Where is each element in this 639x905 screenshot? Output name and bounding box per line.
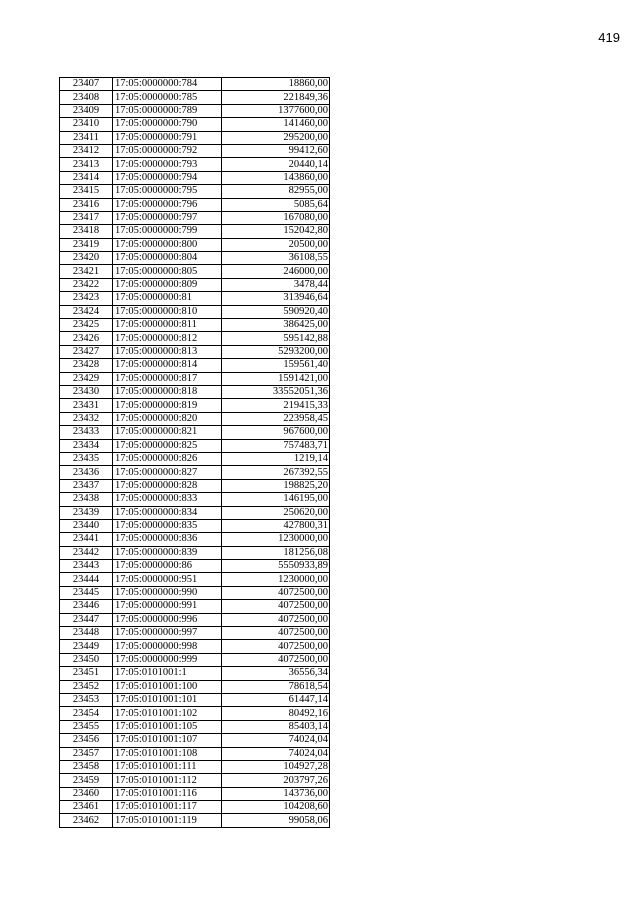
row-code-cell: 17:05:0000000:819: [113, 399, 222, 412]
row-id-cell: 23419: [60, 238, 113, 251]
table-row: [60, 693, 330, 706]
row-id-cell: 23462: [60, 814, 113, 827]
table-row: [60, 707, 330, 720]
row-code-cell: 17:05:0000000:795: [113, 185, 222, 198]
row-id-cell: 23444: [60, 573, 113, 586]
row-code-cell: 17:05:0000000:821: [113, 426, 222, 439]
table-row: [60, 519, 330, 532]
table-row: [60, 211, 330, 224]
row-id-cell: 23421: [60, 265, 113, 278]
row-value-cell: 223958,45: [222, 412, 330, 425]
row-id-cell: 23445: [60, 586, 113, 599]
row-value-cell: 267392,55: [222, 466, 330, 479]
row-value-cell: 85403,14: [222, 720, 330, 733]
table-row: [60, 439, 330, 452]
row-code-cell: 17:05:0101001:111: [113, 760, 222, 773]
row-code-cell: 17:05:0000000:793: [113, 158, 222, 171]
row-code-cell: 17:05:0000000:790: [113, 118, 222, 131]
row-id-cell: 23422: [60, 278, 113, 291]
row-id-cell: 23449: [60, 640, 113, 653]
row-value-cell: 80492,16: [222, 707, 330, 720]
row-id-cell: 23415: [60, 185, 113, 198]
row-code-cell: 17:05:0000000:809: [113, 278, 222, 291]
table-row: [60, 158, 330, 171]
row-id-cell: 23429: [60, 372, 113, 385]
row-code-cell: 17:05:0000000:820: [113, 412, 222, 425]
row-value-cell: 82955,00: [222, 185, 330, 198]
row-code-cell: 17:05:0000000:825: [113, 439, 222, 452]
table-row: [60, 506, 330, 519]
row-value-cell: 757483,71: [222, 439, 330, 452]
row-code-cell: 17:05:0000000:81: [113, 292, 222, 305]
row-id-cell: 23411: [60, 131, 113, 144]
row-id-cell: 23452: [60, 680, 113, 693]
row-code-cell: 17:05:0000000:785: [113, 91, 222, 104]
row-value-cell: 20500,00: [222, 238, 330, 251]
row-code-cell: 17:05:0000000:998: [113, 640, 222, 653]
table-row: [60, 560, 330, 573]
table-row: [60, 305, 330, 318]
row-value-cell: 20440,14: [222, 158, 330, 171]
row-id-cell: 23418: [60, 225, 113, 238]
row-value-cell: 61447,14: [222, 693, 330, 706]
table-row: [60, 600, 330, 613]
row-value-cell: 74024,04: [222, 734, 330, 747]
row-code-cell: 17:05:0000000:799: [113, 225, 222, 238]
table-row: [60, 78, 330, 91]
row-value-cell: 1377600,00: [222, 104, 330, 117]
row-value-cell: 99058,06: [222, 814, 330, 827]
row-id-cell: 23427: [60, 345, 113, 358]
row-value-cell: 36556,34: [222, 667, 330, 680]
table-row: [60, 466, 330, 479]
row-code-cell: 17:05:0000000:805: [113, 265, 222, 278]
row-code-cell: 17:05:0000000:800: [113, 238, 222, 251]
table-row: [60, 452, 330, 465]
table-row: [60, 372, 330, 385]
row-code-cell: 17:05:0000000:827: [113, 466, 222, 479]
row-id-cell: 23459: [60, 774, 113, 787]
row-id-cell: 23432: [60, 412, 113, 425]
table-body: [60, 78, 330, 828]
table-row: [60, 332, 330, 345]
row-value-cell: 159561,40: [222, 359, 330, 372]
table-row: [60, 493, 330, 506]
table-row: [60, 319, 330, 332]
table-row: [60, 734, 330, 747]
row-value-cell: 250620,00: [222, 506, 330, 519]
row-code-cell: 17:05:0000000:826: [113, 452, 222, 465]
row-code-cell: 17:05:0101001:101: [113, 693, 222, 706]
row-value-cell: 219415,33: [222, 399, 330, 412]
row-value-cell: 4072500,00: [222, 600, 330, 613]
row-code-cell: 17:05:0000000:796: [113, 198, 222, 211]
table-row: [60, 426, 330, 439]
row-value-cell: 104927,28: [222, 760, 330, 773]
row-code-cell: 17:05:0000000:839: [113, 546, 222, 559]
row-code-cell: 17:05:0000000:804: [113, 252, 222, 265]
row-code-cell: 17:05:0101001:105: [113, 720, 222, 733]
table-row: [60, 814, 330, 827]
row-value-cell: 1219,14: [222, 452, 330, 465]
row-id-cell: 23461: [60, 801, 113, 814]
row-value-cell: 167080,00: [222, 211, 330, 224]
row-id-cell: 23416: [60, 198, 113, 211]
table-row: [60, 345, 330, 358]
table-row: [60, 774, 330, 787]
row-value-cell: 3478,44: [222, 278, 330, 291]
table-row: [60, 653, 330, 666]
row-code-cell: 17:05:0000000:999: [113, 653, 222, 666]
row-id-cell: 23428: [60, 359, 113, 372]
row-id-cell: 23407: [60, 78, 113, 91]
table-row: [60, 640, 330, 653]
table-row: [60, 720, 330, 733]
table-row: [60, 667, 330, 680]
row-code-cell: 17:05:0101001:107: [113, 734, 222, 747]
row-value-cell: 386425,00: [222, 319, 330, 332]
row-code-cell: 17:05:0000000:834: [113, 506, 222, 519]
row-id-cell: 23443: [60, 560, 113, 573]
table-row: [60, 265, 330, 278]
row-id-cell: 23435: [60, 452, 113, 465]
row-value-cell: 143860,00: [222, 171, 330, 184]
row-id-cell: 23409: [60, 104, 113, 117]
row-value-cell: 78618,54: [222, 680, 330, 693]
row-value-cell: 4072500,00: [222, 613, 330, 626]
row-id-cell: 23410: [60, 118, 113, 131]
row-code-cell: 17:05:0000000:996: [113, 613, 222, 626]
row-value-cell: 146195,00: [222, 493, 330, 506]
table-row: [60, 680, 330, 693]
row-id-cell: 23426: [60, 332, 113, 345]
row-id-cell: 23420: [60, 252, 113, 265]
row-code-cell: 17:05:0000000:792: [113, 144, 222, 157]
row-id-cell: 23457: [60, 747, 113, 760]
table-row: [60, 198, 330, 211]
table-row: [60, 760, 330, 773]
row-id-cell: 23442: [60, 546, 113, 559]
row-id-cell: 23433: [60, 426, 113, 439]
row-id-cell: 23431: [60, 399, 113, 412]
row-code-cell: 17:05:0101001:100: [113, 680, 222, 693]
row-value-cell: 33552051,36: [222, 385, 330, 398]
row-id-cell: 23458: [60, 760, 113, 773]
row-id-cell: 23436: [60, 466, 113, 479]
data-table: [59, 77, 330, 828]
table-row: [60, 278, 330, 291]
row-value-cell: 18860,00: [222, 78, 330, 91]
row-value-cell: 5550933,89: [222, 560, 330, 573]
table-row: [60, 787, 330, 800]
row-id-cell: 23413: [60, 158, 113, 171]
table-row: [60, 546, 330, 559]
row-value-cell: 1230000,00: [222, 573, 330, 586]
row-value-cell: 143736,00: [222, 787, 330, 800]
row-code-cell: 17:05:0101001:119: [113, 814, 222, 827]
table-row: [60, 104, 330, 117]
row-value-cell: 427800,31: [222, 519, 330, 532]
row-value-cell: 1230000,00: [222, 533, 330, 546]
table-row: [60, 385, 330, 398]
row-value-cell: 198825,20: [222, 479, 330, 492]
row-code-cell: 17:05:0000000:818: [113, 385, 222, 398]
row-code-cell: 17:05:0000000:991: [113, 600, 222, 613]
row-code-cell: 17:05:0000000:835: [113, 519, 222, 532]
row-code-cell: 17:05:0000000:789: [113, 104, 222, 117]
row-code-cell: 17:05:0101001:102: [113, 707, 222, 720]
row-code-cell: 17:05:0000000:797: [113, 211, 222, 224]
row-id-cell: 23437: [60, 479, 113, 492]
row-code-cell: 17:05:0101001:117: [113, 801, 222, 814]
row-id-cell: 23434: [60, 439, 113, 452]
table-row: [60, 144, 330, 157]
row-value-cell: 967600,00: [222, 426, 330, 439]
table-row: [60, 131, 330, 144]
row-code-cell: 17:05:0101001:1: [113, 667, 222, 680]
row-id-cell: 23450: [60, 653, 113, 666]
row-code-cell: 17:05:0000000:811: [113, 319, 222, 332]
row-value-cell: 99412,60: [222, 144, 330, 157]
table-row: [60, 399, 330, 412]
row-id-cell: 23456: [60, 734, 113, 747]
row-id-cell: 23408: [60, 91, 113, 104]
row-code-cell: 17:05:0000000:828: [113, 479, 222, 492]
row-id-cell: 23448: [60, 627, 113, 640]
row-value-cell: 5293200,00: [222, 345, 330, 358]
row-id-cell: 23460: [60, 787, 113, 800]
row-code-cell: 17:05:0000000:814: [113, 359, 222, 372]
row-value-cell: 141460,00: [222, 118, 330, 131]
table-row: [60, 573, 330, 586]
row-code-cell: 17:05:0000000:951: [113, 573, 222, 586]
table-row: [60, 613, 330, 626]
row-value-cell: 4072500,00: [222, 653, 330, 666]
row-code-cell: 17:05:0000000:813: [113, 345, 222, 358]
row-value-cell: 5085,64: [222, 198, 330, 211]
row-code-cell: 17:05:0101001:116: [113, 787, 222, 800]
table-row: [60, 747, 330, 760]
page-number: 419: [598, 30, 620, 45]
row-id-cell: 23439: [60, 506, 113, 519]
table-row: [60, 586, 330, 599]
table-row: [60, 359, 330, 372]
row-code-cell: 17:05:0000000:784: [113, 78, 222, 91]
table-row: [60, 412, 330, 425]
row-id-cell: 23412: [60, 144, 113, 157]
row-code-cell: 17:05:0000000:812: [113, 332, 222, 345]
table-row: [60, 185, 330, 198]
row-code-cell: 17:05:0000000:836: [113, 533, 222, 546]
row-value-cell: 295200,00: [222, 131, 330, 144]
table-row: [60, 801, 330, 814]
row-id-cell: 23455: [60, 720, 113, 733]
row-code-cell: 17:05:0000000:990: [113, 586, 222, 599]
table-row: [60, 292, 330, 305]
row-id-cell: 23451: [60, 667, 113, 680]
row-code-cell: 17:05:0000000:817: [113, 372, 222, 385]
row-code-cell: 17:05:0101001:112: [113, 774, 222, 787]
row-code-cell: 17:05:0101001:108: [113, 747, 222, 760]
table-row: [60, 91, 330, 104]
row-value-cell: 246000,00: [222, 265, 330, 278]
table-row: [60, 238, 330, 251]
row-value-cell: 221849,36: [222, 91, 330, 104]
row-id-cell: 23438: [60, 493, 113, 506]
row-id-cell: 23441: [60, 533, 113, 546]
row-code-cell: 17:05:0000000:794: [113, 171, 222, 184]
row-value-cell: 590920,40: [222, 305, 330, 318]
row-value-cell: 1591421,00: [222, 372, 330, 385]
row-value-cell: 313946,64: [222, 292, 330, 305]
row-id-cell: 23430: [60, 385, 113, 398]
row-value-cell: 181256,08: [222, 546, 330, 559]
row-value-cell: 74024,04: [222, 747, 330, 760]
row-value-cell: 104208,60: [222, 801, 330, 814]
table-row: [60, 225, 330, 238]
row-value-cell: 4072500,00: [222, 586, 330, 599]
row-id-cell: 23414: [60, 171, 113, 184]
row-code-cell: 17:05:0000000:997: [113, 627, 222, 640]
table-row: [60, 627, 330, 640]
row-value-cell: 36108,55: [222, 252, 330, 265]
table-row: [60, 533, 330, 546]
row-id-cell: 23440: [60, 519, 113, 532]
row-value-cell: 4072500,00: [222, 640, 330, 653]
row-value-cell: 595142,88: [222, 332, 330, 345]
row-id-cell: 23425: [60, 319, 113, 332]
row-id-cell: 23424: [60, 305, 113, 318]
row-value-cell: 4072500,00: [222, 627, 330, 640]
row-id-cell: 23454: [60, 707, 113, 720]
row-id-cell: 23453: [60, 693, 113, 706]
row-code-cell: 17:05:0000000:86: [113, 560, 222, 573]
row-code-cell: 17:05:0000000:833: [113, 493, 222, 506]
row-value-cell: 152042,80: [222, 225, 330, 238]
row-id-cell: 23447: [60, 613, 113, 626]
table-row: [60, 479, 330, 492]
row-id-cell: 23417: [60, 211, 113, 224]
row-code-cell: 17:05:0000000:810: [113, 305, 222, 318]
table-row: [60, 171, 330, 184]
row-id-cell: 23423: [60, 292, 113, 305]
row-value-cell: 203797,26: [222, 774, 330, 787]
table-row: [60, 252, 330, 265]
table-row: [60, 118, 330, 131]
row-id-cell: 23446: [60, 600, 113, 613]
row-code-cell: 17:05:0000000:791: [113, 131, 222, 144]
